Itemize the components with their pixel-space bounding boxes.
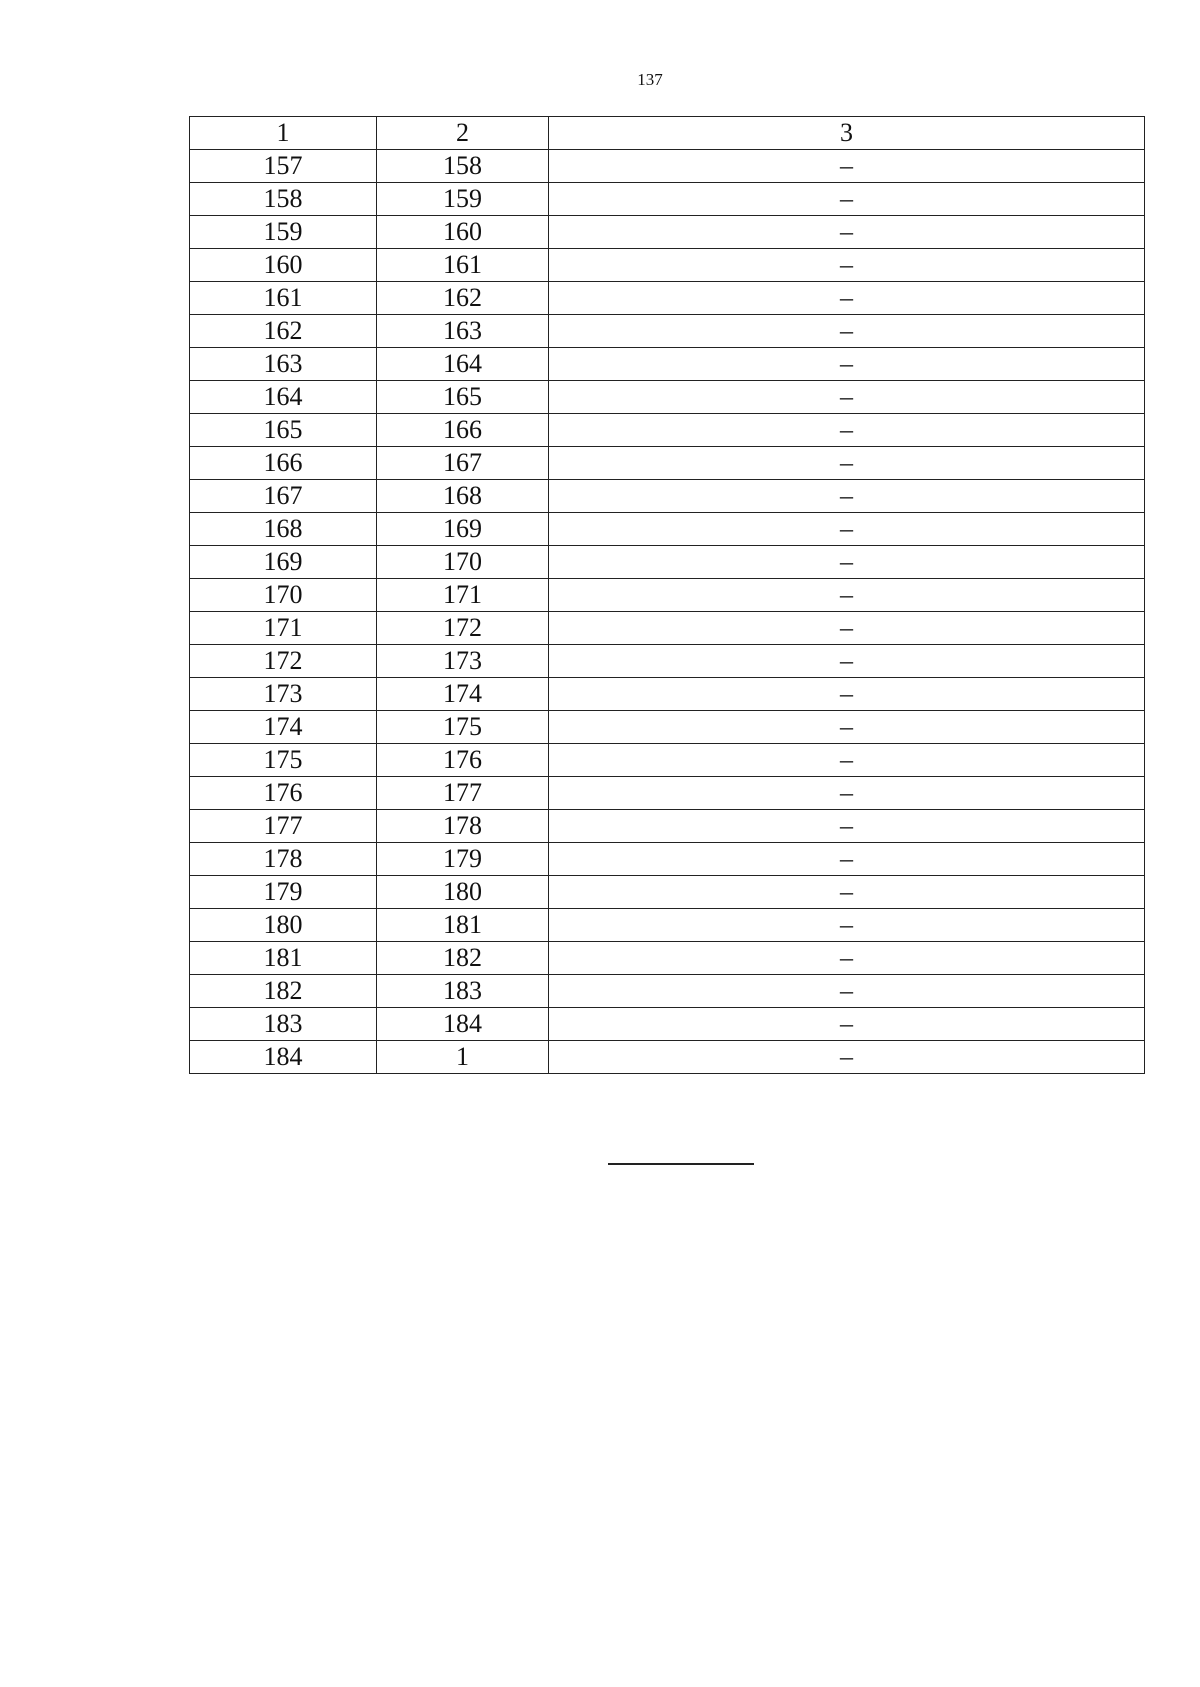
table-cell-col-2: 168 bbox=[377, 480, 549, 513]
table-cell-col-2: 179 bbox=[377, 843, 549, 876]
table-cell-col-3: – bbox=[549, 777, 1145, 810]
table-cell-col-2: 159 bbox=[377, 183, 549, 216]
table-cell-col-3: – bbox=[549, 843, 1145, 876]
table-cell-col-3: – bbox=[549, 1041, 1145, 1074]
table-cell-col-2: 177 bbox=[377, 777, 549, 810]
table-row bbox=[190, 150, 1145, 183]
table-cell-col-1: 161 bbox=[190, 282, 377, 315]
table-cell-col-3: – bbox=[549, 183, 1145, 216]
table-cell-col-2: 172 bbox=[377, 612, 549, 645]
table-cell-col-2: 166 bbox=[377, 414, 549, 447]
table-cell-col-1: 180 bbox=[190, 909, 377, 942]
table-cell-col-1: 159 bbox=[190, 216, 377, 249]
table-cell-col-3: – bbox=[549, 876, 1145, 909]
table-row bbox=[190, 480, 1145, 513]
table-cell-col-3: – bbox=[549, 315, 1145, 348]
table-cell-col-2: 181 bbox=[377, 909, 549, 942]
table-cell-col-3: – bbox=[549, 909, 1145, 942]
table-row bbox=[190, 975, 1145, 1008]
table-cell-col-2: 165 bbox=[377, 381, 549, 414]
table-row bbox=[190, 942, 1145, 975]
table-cell-col-2: 160 bbox=[377, 216, 549, 249]
table-cell-col-3: – bbox=[549, 150, 1145, 183]
table-cell-col-1: 166 bbox=[190, 447, 377, 480]
table-cell-col-1: 182 bbox=[190, 975, 377, 1008]
table-row bbox=[190, 315, 1145, 348]
table-cell-col-1: 184 bbox=[190, 1041, 377, 1074]
table-cell-col-2: 171 bbox=[377, 579, 549, 612]
table-cell-col-3: – bbox=[549, 249, 1145, 282]
table-cell-col-2: 180 bbox=[377, 876, 549, 909]
table-cell-col-3: – bbox=[549, 612, 1145, 645]
table-row bbox=[190, 282, 1145, 315]
table-cell-col-1: 175 bbox=[190, 744, 377, 777]
table-row bbox=[190, 414, 1145, 447]
table-row bbox=[190, 711, 1145, 744]
page-number: 137 bbox=[637, 70, 663, 89]
table-cell-col-1: 168 bbox=[190, 513, 377, 546]
table-cell-col-3: – bbox=[549, 414, 1145, 447]
table-cell-col-2: 169 bbox=[377, 513, 549, 546]
table-cell-col-2: 163 bbox=[377, 315, 549, 348]
table-row bbox=[190, 348, 1145, 381]
table-cell-col-1: 158 bbox=[190, 183, 377, 216]
table-cell-col-3: – bbox=[549, 711, 1145, 744]
table-row bbox=[190, 183, 1145, 216]
table-cell-col-3: – bbox=[549, 744, 1145, 777]
table-row bbox=[190, 249, 1145, 282]
table-row bbox=[190, 579, 1145, 612]
table-cell-col-3: – bbox=[549, 480, 1145, 513]
table-cell-col-2: 1 bbox=[377, 1041, 549, 1074]
table-row bbox=[190, 645, 1145, 678]
table-cell-col-2: 174 bbox=[377, 678, 549, 711]
table-cell-col-3: – bbox=[549, 216, 1145, 249]
table-row bbox=[190, 513, 1145, 546]
table-cell-col-2: 175 bbox=[377, 711, 549, 744]
table-cell-col-2: 173 bbox=[377, 645, 549, 678]
table-cell-col-2: 158 bbox=[377, 150, 549, 183]
table-cell-col-1: 183 bbox=[190, 1008, 377, 1041]
table-cell-col-1: 171 bbox=[190, 612, 377, 645]
table-cell-col-1: 176 bbox=[190, 777, 377, 810]
table-cell-col-1: 164 bbox=[190, 381, 377, 414]
table-cell-col-2: 167 bbox=[377, 447, 549, 480]
table-cell-col-1: 172 bbox=[190, 645, 377, 678]
table-cell-col-1: 178 bbox=[190, 843, 377, 876]
table-cell-col-1: 157 bbox=[190, 150, 377, 183]
header-cell-1: 1 bbox=[190, 117, 377, 150]
table-cell-col-2: 183 bbox=[377, 975, 549, 1008]
table-cell-col-3: – bbox=[549, 513, 1145, 546]
table-cell-col-1: 163 bbox=[190, 348, 377, 381]
table-cell-col-2: 164 bbox=[377, 348, 549, 381]
table-row bbox=[190, 546, 1145, 579]
table-body bbox=[190, 117, 1145, 1074]
table-cell-col-1: 170 bbox=[190, 579, 377, 612]
table-header-row bbox=[190, 117, 1145, 150]
table-cell-col-3: – bbox=[549, 348, 1145, 381]
table-cell-col-3: – bbox=[549, 810, 1145, 843]
table-cell-col-3: – bbox=[549, 678, 1145, 711]
table-cell-col-1: 173 bbox=[190, 678, 377, 711]
table-cell-col-2: 184 bbox=[377, 1008, 549, 1041]
table-row bbox=[190, 678, 1145, 711]
table-cell-col-1: 165 bbox=[190, 414, 377, 447]
table-row bbox=[190, 216, 1145, 249]
table-cell-col-1: 167 bbox=[190, 480, 377, 513]
table-cell-col-1: 174 bbox=[190, 711, 377, 744]
table-cell-col-1: 179 bbox=[190, 876, 377, 909]
table-cell-col-2: 162 bbox=[377, 282, 549, 315]
table-cell-col-3: – bbox=[549, 645, 1145, 678]
table-row bbox=[190, 909, 1145, 942]
table-cell-col-2: 170 bbox=[377, 546, 549, 579]
table-row bbox=[190, 381, 1145, 414]
table-row bbox=[190, 810, 1145, 843]
table-cell-col-3: – bbox=[549, 975, 1145, 1008]
table-row bbox=[190, 876, 1145, 909]
table-cell-col-1: 162 bbox=[190, 315, 377, 348]
table-cell-col-3: – bbox=[549, 282, 1145, 315]
table-row bbox=[190, 843, 1145, 876]
header-cell-3: 3 bbox=[549, 117, 1145, 150]
table-cell-col-3: – bbox=[549, 579, 1145, 612]
table-row bbox=[190, 744, 1145, 777]
table-cell-col-2: 182 bbox=[377, 942, 549, 975]
table-cell-col-1: 160 bbox=[190, 249, 377, 282]
table-cell-col-1: 181 bbox=[190, 942, 377, 975]
table-cell-col-3: – bbox=[549, 942, 1145, 975]
table-cell-col-2: 161 bbox=[377, 249, 549, 282]
table-row bbox=[190, 612, 1145, 645]
separator-rule bbox=[608, 1163, 754, 1165]
table-cell-col-2: 178 bbox=[377, 810, 549, 843]
table-cell-col-3: – bbox=[549, 447, 1145, 480]
table-row bbox=[190, 1041, 1145, 1074]
table-cell-col-1: 177 bbox=[190, 810, 377, 843]
table-row bbox=[190, 447, 1145, 480]
table-row bbox=[190, 1008, 1145, 1041]
table-row bbox=[190, 777, 1145, 810]
table-cell-col-3: – bbox=[549, 1008, 1145, 1041]
data-table bbox=[189, 116, 1145, 1074]
table-cell-col-1: 169 bbox=[190, 546, 377, 579]
table-cell-col-3: – bbox=[549, 381, 1145, 414]
table-cell-col-3: – bbox=[549, 546, 1145, 579]
table-cell-col-2: 176 bbox=[377, 744, 549, 777]
header-cell-2: 2 bbox=[377, 117, 549, 150]
